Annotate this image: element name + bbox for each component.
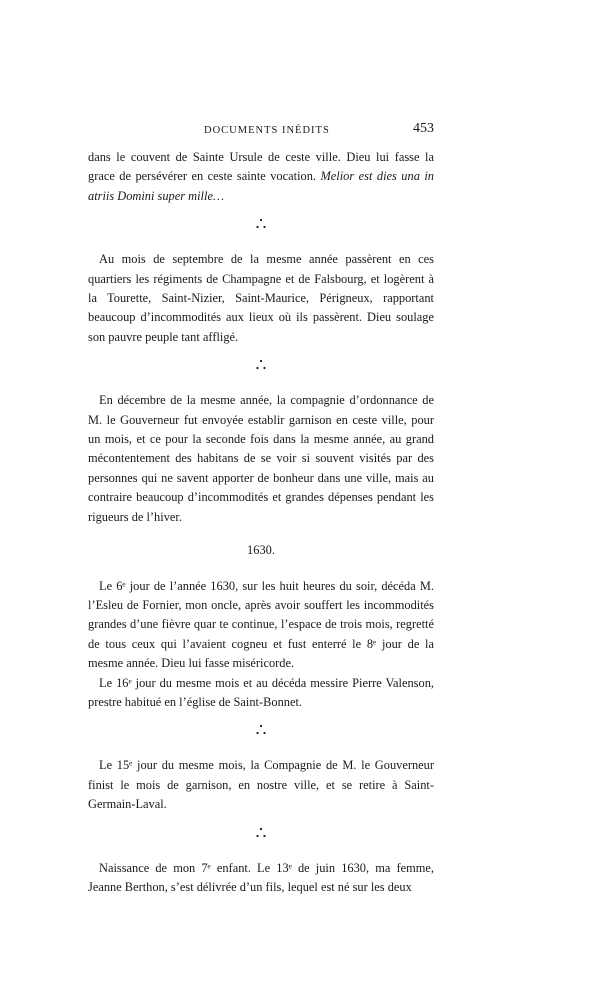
page-body [88, 148, 434, 897]
paragraph-garrison: En décembre de la mesme année, la compagnie d’ordonnance de M. le Gouverneur fut envoyée establir garnison en ceste ville, pour un mois, et ce pour la seconde fois dans la mesme année, au grand mécontentement des habitans de se voir si souvent visités par des personnes qui ne savent apporter de bonheur dans une ville, mais au contraire beaucoup d’incommodités et grandes dépenses pendant les rigueurs de l’hiver. [88, 393, 434, 524]
paragraph-ursuline-text: dans le couvent de Sainte Ursule de ceste ville. Dieu lui fasse la grace de persévérer en ceste sainte vocation. [88, 150, 434, 184]
year-heading: 1630. [247, 543, 275, 558]
asterism-icon [255, 724, 267, 736]
paragraph-death-fornier: Le 6ᵉ jour de l’année 1630, sur les huit heures du soir, décéda M. l’Esleu de Fornier, mon oncle, après avoir souffert les incommodités grandes d’une fièvre quar te continue, l’espace de trois mois, regretté de tous ceux qui l’avaient cogneu et fust enterré le 8ᵉ jour de la mesme année. Dieu lui fasse miséricorde. [88, 578, 434, 671]
paragraph-garrison-end: Le 15ᵉ jour du mesme mois, la Compagnie de M. le Gouverneur finist le mois de garnison, en nostre ville, et se retire à Saint-Germain-Laval. [88, 758, 434, 812]
paragraph-ursuline [88, 148, 434, 206]
paragraph-regiments: Au mois de septembre de la mesme année passèrent en ces quartiers les régiments de Champagne et de Falsbourg, et logèrent à la Tourette, Saint-Nizier, Saint-Maurice, Périgneux, rapportant beaucoup d’incommodités aux lieux où ils passèrent. Dieu soulage son pauvre peuple tant affligé. [88, 252, 434, 344]
paragraph-death-valenson: Le 16ᵉ jour du mesme mois et au décéda messire Pierre Valenson, prestre habitué en l’église de Saint-Bonnet. [88, 675, 434, 709]
dinkus-ornament [88, 206, 434, 250]
dinkus-ornament [88, 815, 434, 859]
dinkus-ornament [88, 347, 434, 391]
latin-quote: Melior est dies una in atriis Domini super mille… [88, 169, 434, 203]
page-number: 453 [413, 121, 434, 136]
running-head [88, 121, 434, 141]
asterism-icon [255, 218, 267, 230]
paragraph-birth: Naissance de mon 7ᵉ enfant. Le 13ᵉ de juin 1630, ma femme, Jeanne Berthon, s’est délivrée d’un fils, lequel est né sur les deux [88, 860, 434, 894]
asterism-icon [255, 359, 267, 371]
running-title: DOCUMENTS INÉDITS [204, 125, 330, 136]
asterism-icon [255, 827, 267, 839]
dinkus-ornament [88, 712, 434, 756]
